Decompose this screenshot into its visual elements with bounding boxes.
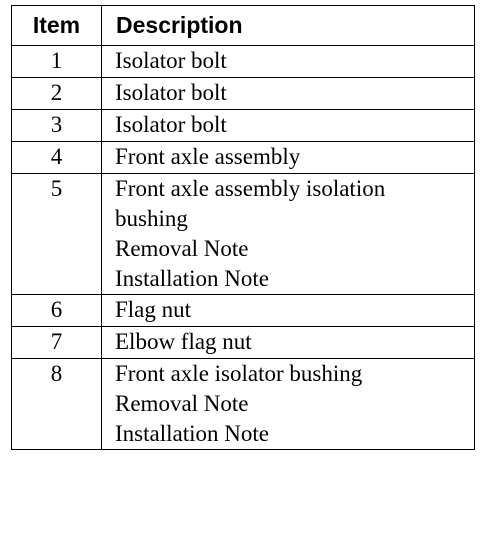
parts-table: [11, 5, 475, 450]
description-line: Isolator bolt: [115, 48, 227, 73]
table-row: [12, 110, 475, 142]
item-number: 5: [12, 174, 102, 295]
item-number: 6: [12, 295, 102, 327]
installation-note-line: Installation Note: [115, 266, 269, 291]
item-number: 1: [12, 46, 102, 78]
item-description: [102, 142, 475, 174]
item-description: [102, 46, 475, 78]
item-number: 4: [12, 142, 102, 174]
removal-note-line: Removal Note: [115, 391, 249, 416]
table-row: [12, 295, 475, 327]
installation-note-line: Installation Note: [115, 421, 269, 446]
description-line: Isolator bolt: [115, 112, 227, 137]
item-description: [102, 327, 475, 359]
description-line: Flag nut: [115, 297, 192, 322]
table-row: [12, 327, 475, 359]
item-column-header: Item: [12, 6, 102, 46]
description-line: Elbow flag nut: [115, 329, 252, 354]
description-line: Front axle assembly: [115, 144, 301, 169]
item-number: 8: [12, 359, 102, 450]
item-description: [102, 78, 475, 110]
description-line: Front axle isolator bushing: [115, 361, 363, 386]
description-line: Front axle assembly isolation: [115, 176, 386, 201]
item-description: [102, 295, 475, 327]
table-row: [12, 174, 475, 295]
description-line: Isolator bolt: [115, 80, 227, 105]
item-number: 2: [12, 78, 102, 110]
item-number: 7: [12, 327, 102, 359]
item-description: [102, 174, 475, 295]
table-row: [12, 46, 475, 78]
table-row: [12, 142, 475, 174]
table-row: [12, 78, 475, 110]
description-column-header: Description: [102, 6, 475, 46]
header-row: [12, 6, 475, 46]
item-description: [102, 110, 475, 142]
item-number: 3: [12, 110, 102, 142]
removal-note-line: Removal Note: [115, 236, 249, 261]
description-line: bushing: [115, 206, 188, 231]
item-description: [102, 359, 475, 450]
table-row: [12, 359, 475, 450]
